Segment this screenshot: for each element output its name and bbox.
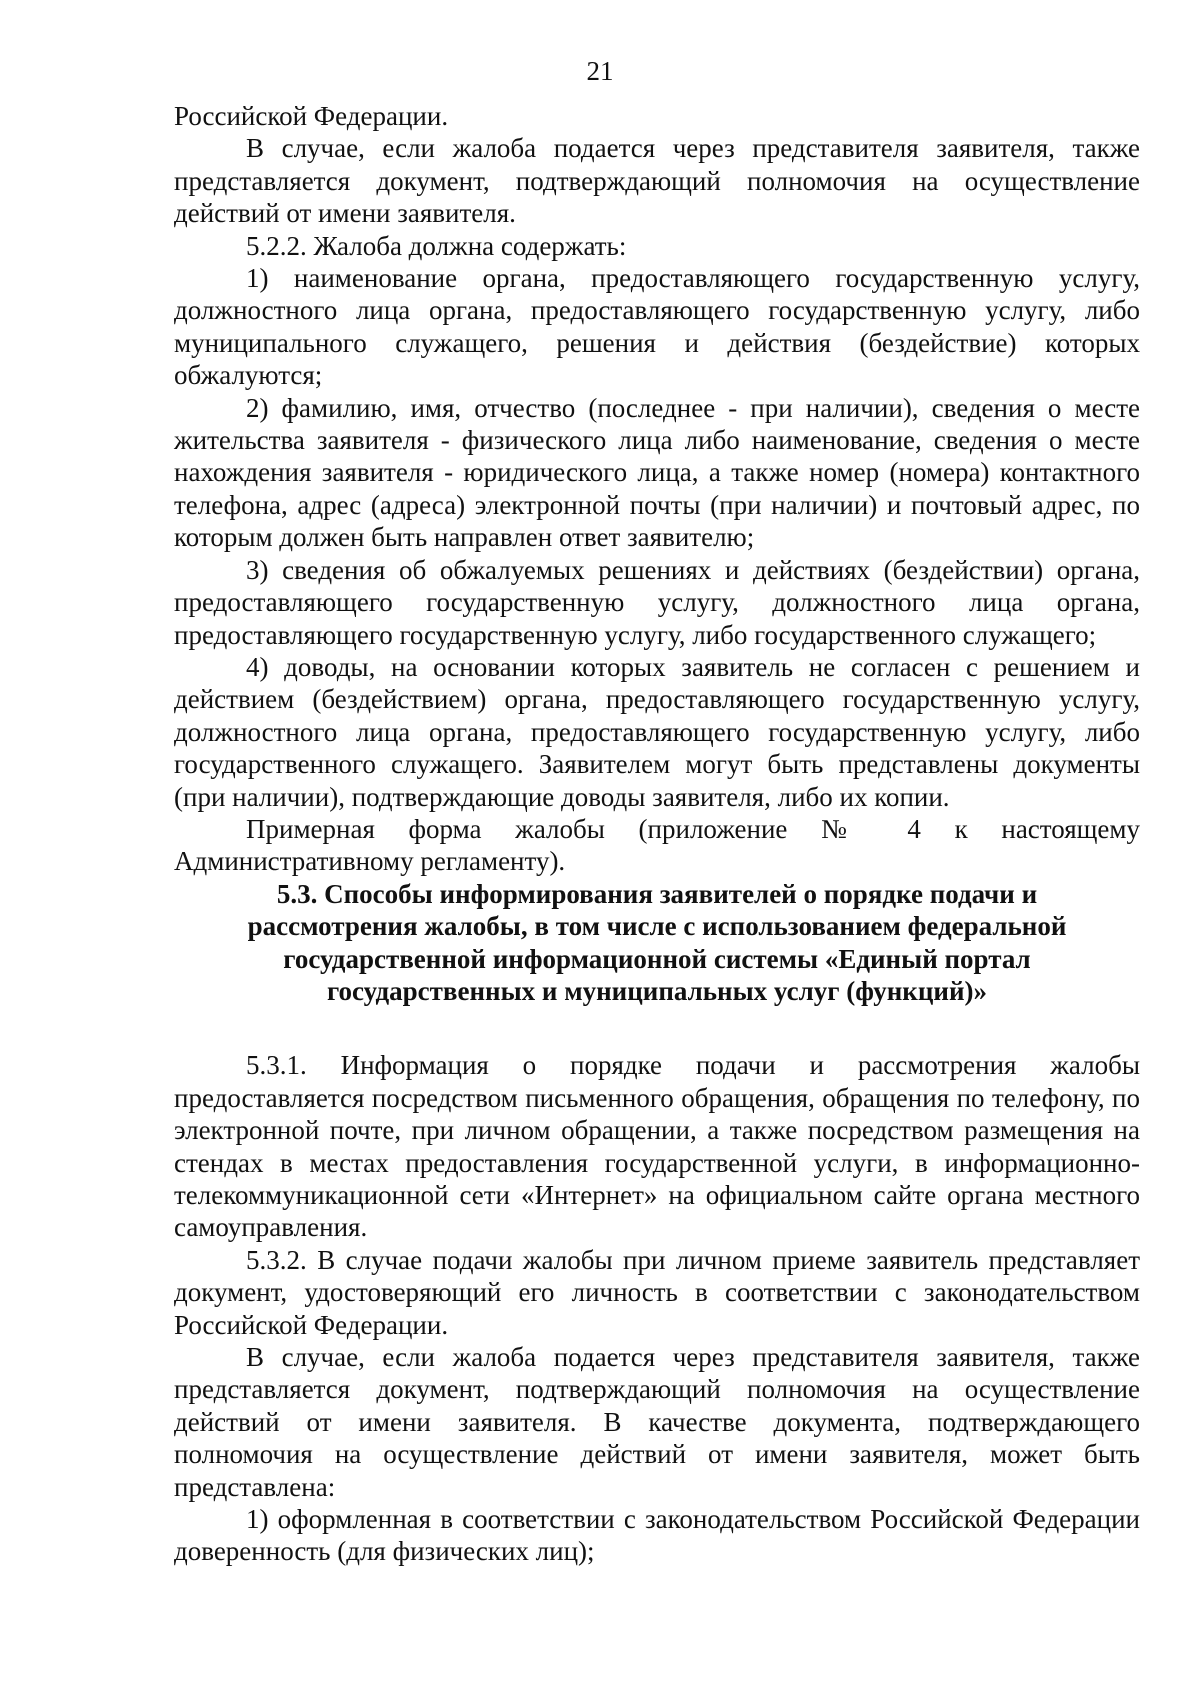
- list-item: 2) фамилию, имя, отчество (последнее - при наличии), сведения о месте жительства заявителя - физического лица либо наименование, сведения о месте нахождения заявителя - юридического лица, а также номер (номера) контактного телефона, адрес (адреса) электронной почты (при наличии) и почтовый адрес, по которым должен быть направлен ответ заявителю;: [174, 392, 1140, 553]
- paragraph: Примерная форма жалобы (приложение № 4 к настоящему Административному регламенту).: [174, 813, 1140, 877]
- paragraph: Российской Федерации.: [174, 101, 449, 131]
- list-item: 1) оформленная в соответствии с законодательством Российской Федерации доверенность (для физических лиц);: [174, 1504, 1140, 1567]
- list-item: 1) наименование органа, предоставляющего государственную услугу, должностного лица органа, предоставляющего государственную услугу, либо муниципального служащего, решения и действия (бездействие) которых обжалуются;: [174, 263, 1140, 391]
- paragraph: 5.3.1. Информация о порядке подачи и рассмотрения жалобы предоставляется посредством письменного обращения, обращения по телефону, по электронной почте, при личном обращении, а также посредством размещения на стендах в местах предоставления государственной услуги, в информационно-телекоммуникационной сети «Интернет» на официальном сайте органа местного самоуправления.: [174, 1050, 1140, 1243]
- section-heading: 5.3. Способы информирования заявителей о порядке подачи и рассмотрения жалобы, в том числе с использованием федеральной государственной информационной системы «Единый портал государственных и муниципальных услуг (функций)»: [247, 878, 1067, 1006]
- paragraph: 5.2.2. Жалоба должна содержать:: [246, 230, 627, 261]
- paragraph: В случае, если жалоба подается через представителя заявителя, также представляется документ, подтверждающий полномочия на осуществление действий от имени заявителя.: [174, 133, 1140, 229]
- document-body: [174, 100, 1140, 1568]
- paragraph: 5.3.2. В случае подачи жалобы при личном приеме заявитель представляет документ, удостоверяющий его личность в соответствии с законодательством Российской Федерации.: [174, 1244, 1140, 1340]
- page-number: 21: [586, 56, 614, 86]
- list-item: 3) сведения об обжалуемых решениях и действиях (бездействии) органа, предоставляющего государственную услугу, должностного лица органа, предоставляющего государственную услугу, либо государственного служащего;: [174, 554, 1140, 650]
- list-item: 4) доводы, на основании которых заявитель не согласен с решением и действием (бездействием) органа, предоставляющего государственную услугу, должностного лица органа, предоставляющего государственную услугу, либо государственного служащего. Заявителем могут быть представлены документы (при наличии), подтверждающие доводы заявителя, либо их копии.: [174, 651, 1140, 812]
- paragraph: В случае, если жалоба подается через представителя заявителя, также представляется документ, подтверждающий полномочия на осуществление действий от имени заявителя. В качестве документа, подтверждающего полномочия на осуществление действий от имени заявителя, может быть представлена:: [174, 1342, 1140, 1502]
